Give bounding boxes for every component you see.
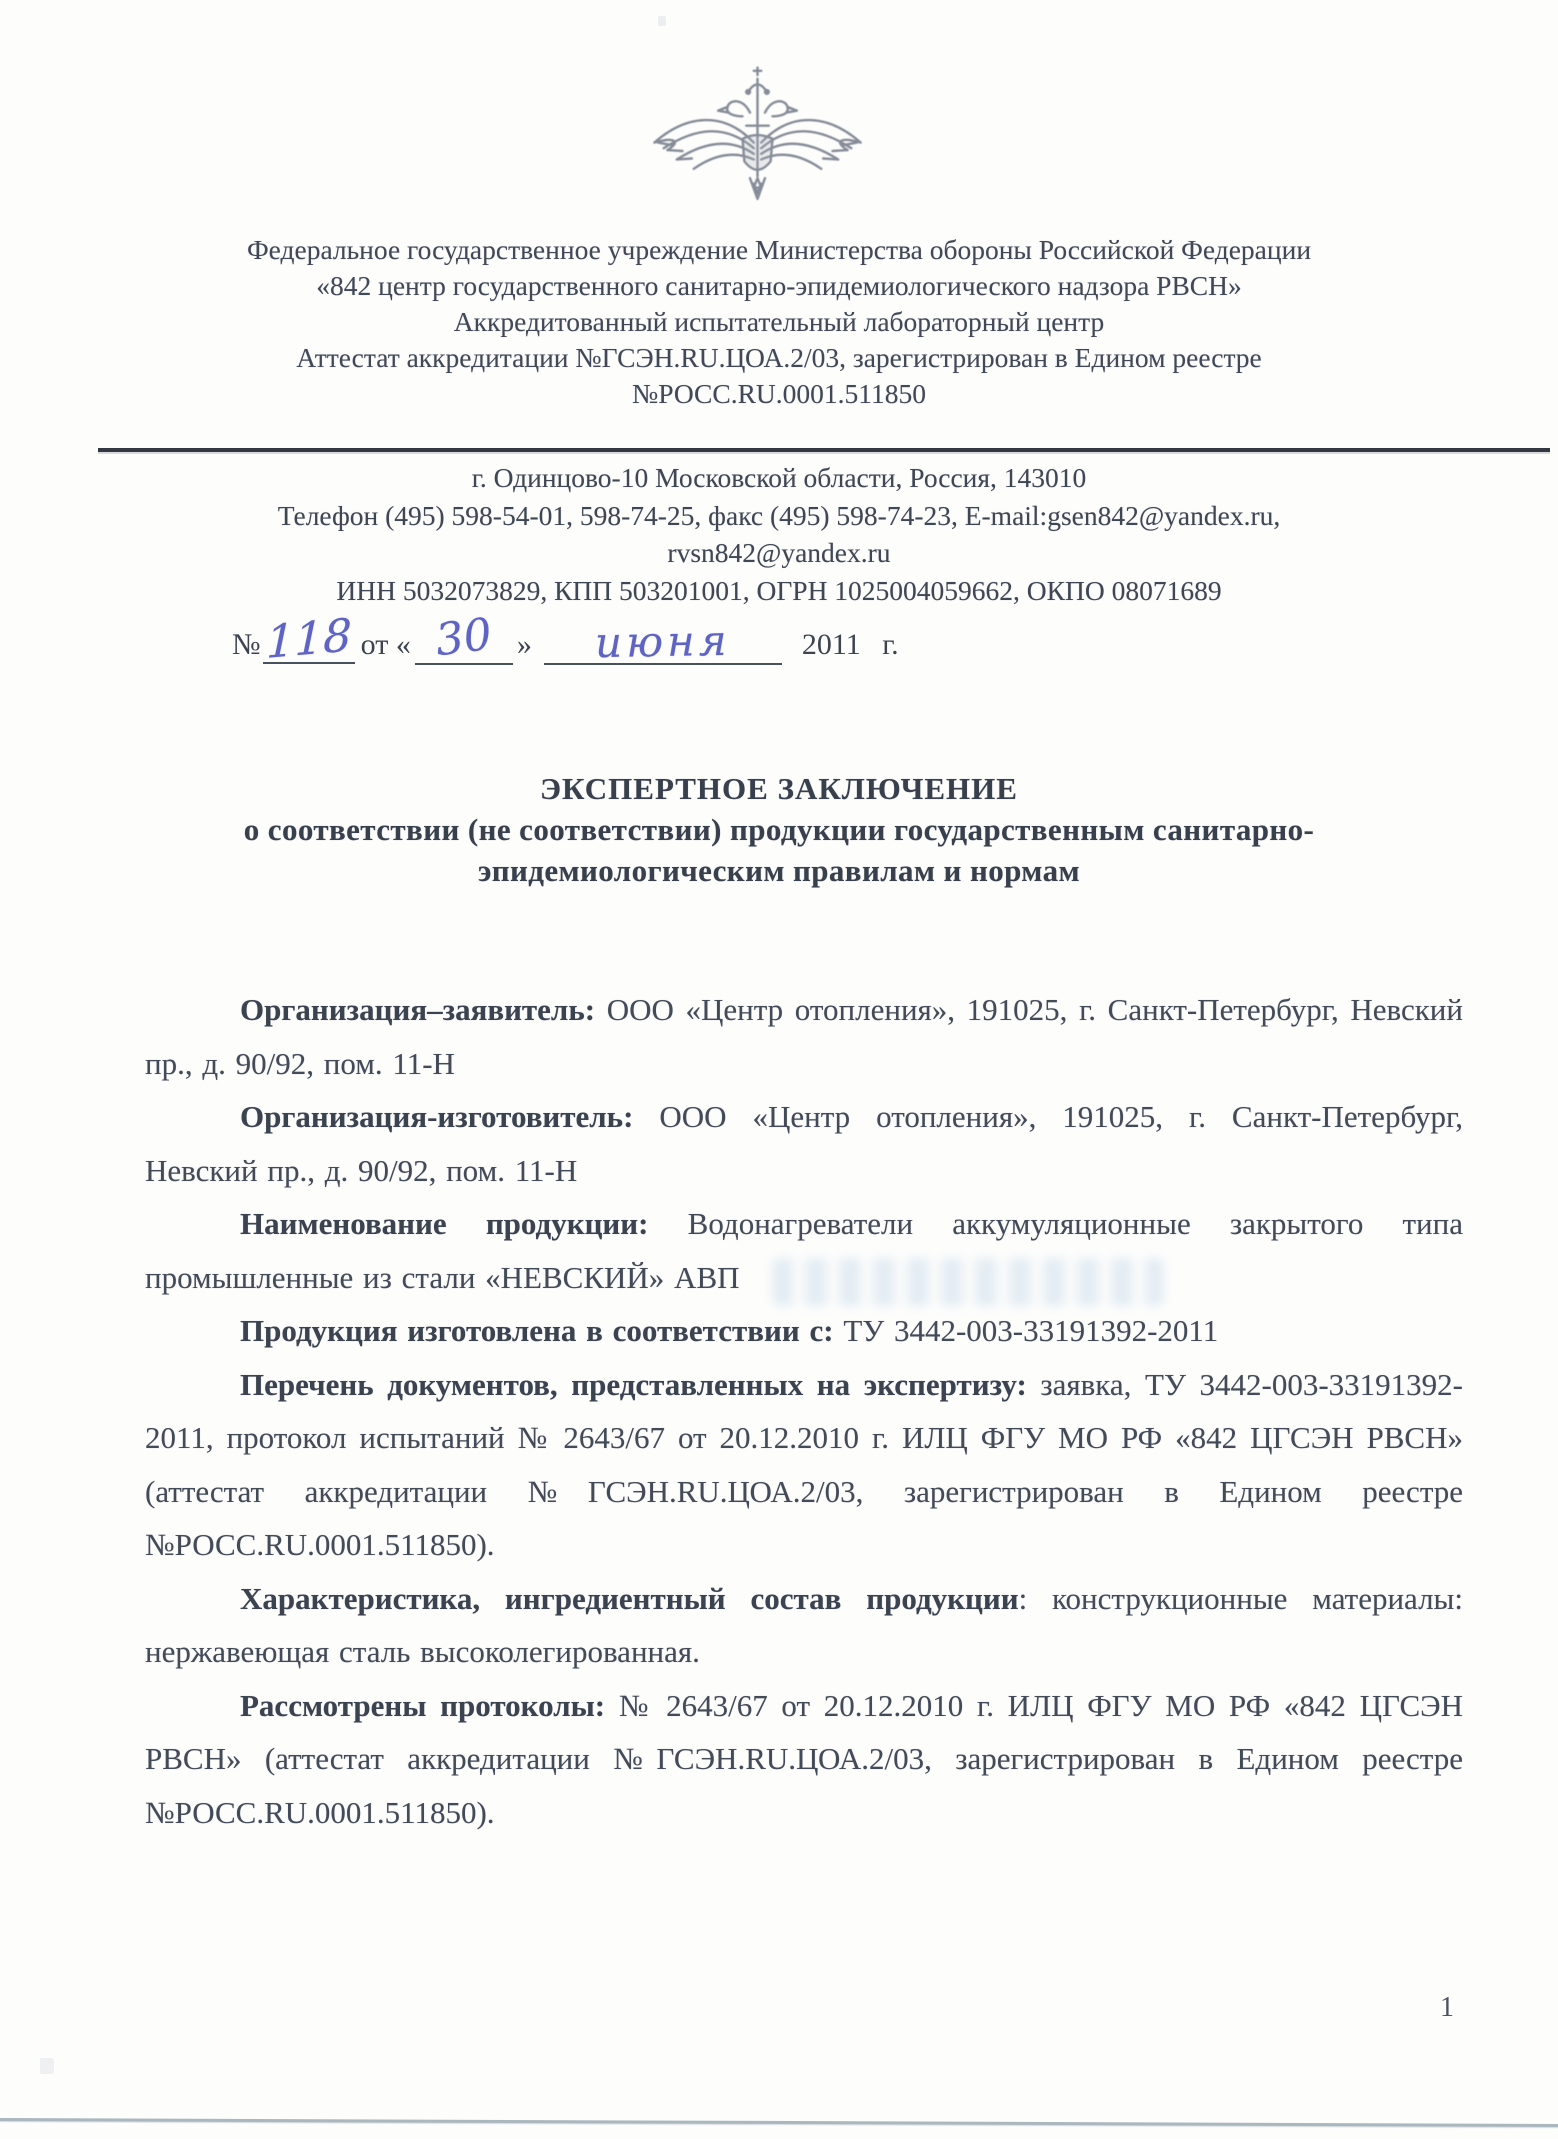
ot-label: от « xyxy=(360,628,411,661)
title-line: ЭКСПЕРТНОЕ ЗАКЛЮЧЕНИЕ xyxy=(540,771,1018,806)
org-line: Федеральное государственное учреждение Министерства обороны Российской Федерации xyxy=(246,234,1312,265)
paragraph-applicant xyxy=(145,983,1463,1090)
document-body xyxy=(145,983,1463,1839)
paragraph-text: : конструкционные материалы: нержавеющая сталь высоколегированная. xyxy=(145,1580,1463,1669)
page-number: 1 xyxy=(1440,1992,1454,2023)
paragraph-text: ООО «Центр отопления», 191025, г. Санкт-Петербург, Невский пр., д. 90/92, пом. 11-Н xyxy=(145,1099,1463,1188)
number-blank xyxy=(263,608,355,669)
scan-speck xyxy=(658,16,666,26)
day-blank xyxy=(415,608,513,667)
paragraph-text: Водонагреватели аккумуляционные закрытого типа промышленные из стали «НЕВСКИЙ» АВП xyxy=(145,1206,1463,1295)
paragraph-text: № 2643/67 от 20.12.2010 г. ИЛЦ ФГУ МО РФ «842 ЦГСЭН РВСН» (аттестат аккредитации №ГСЭН.RU.ЦОА.2/03, зарегистрирован в Едином реестре №РОСС.RU.0001.511850). xyxy=(145,1687,1463,1830)
paragraph-characteristics xyxy=(145,1572,1463,1679)
org-line: №РОСС.RU.0001.511850 xyxy=(631,378,927,409)
paragraph-label: Рассмотрены протоколы: xyxy=(240,1687,606,1723)
letterhead-divider-rule xyxy=(98,448,1550,452)
year-label: 2011 г. xyxy=(801,628,899,661)
handwritten-day: 30 xyxy=(432,608,495,667)
document-title xyxy=(60,768,1498,891)
paragraph-text: ТУ 3442-003-33191392-2011 xyxy=(833,1313,1219,1348)
paragraph-documents-list xyxy=(145,1358,1463,1572)
address-line: Телефон (495) 598-54-01, 598-74-25, факс (495) 598-74-23, E-mail:gsen842@yandex.ru, xyxy=(277,499,1281,531)
ink-bleed-through-smudge xyxy=(772,1258,1164,1306)
org-line: Аттестат аккредитации №ГСЭН.RU.ЦОА.2/03, зарегистрирован в Едином реестре xyxy=(296,342,1262,373)
paragraph-text: заявка, ТУ 3442-003-33191392-2011, протокол испытаний № 2643/67 от 20.12.2010 г. ИЛЦ ФГУ МО РФ «842 ЦГСЭН РВСН» (аттестат аккредитации №ГСЭН.RU.ЦОА.2/03, зарегистрирован в Едином реестре №РОСС.RU.0001.511850). xyxy=(145,1366,1463,1562)
paragraph-label: Перечень документов, представленных на экспертизу: xyxy=(240,1366,1027,1402)
title-line: о соответствии (не соответствии) продукции государственным санитарно- xyxy=(243,812,1315,847)
address-line: rvsn842@yandex.ru xyxy=(667,537,891,568)
paragraph-manufactured-per xyxy=(145,1304,1463,1358)
handwritten-month: июня xyxy=(594,615,732,668)
paragraph-label: Организация-изготовитель: xyxy=(240,1099,634,1134)
paragraph-protocols xyxy=(145,1679,1463,1840)
org-line: Аккредитованный испытательный лабораторный центр xyxy=(453,306,1105,337)
number-symbol: № xyxy=(232,628,261,661)
title-line: эпидемиологическим правилам и нормам xyxy=(477,853,1081,888)
handwritten-number: 118 xyxy=(265,608,352,669)
address-line: г. Одинцово-10 Московской области, Россия, 143010 xyxy=(471,462,1087,493)
scanner-edge-artifact xyxy=(0,2118,1558,2127)
letterhead-org-block xyxy=(60,232,1498,412)
document-number-line xyxy=(232,608,899,669)
paragraph-label: Характеристика, ингредиентный состав продукции xyxy=(240,1580,1019,1616)
scan-speck xyxy=(40,2058,54,2074)
paragraph-label: Наименование продукции: xyxy=(240,1206,649,1241)
paragraph-label: Организация–заявитель: xyxy=(240,992,596,1027)
org-line: «842 центр государственного санитарно-эпидемиологического надзора РВСН» xyxy=(316,270,1242,301)
address-line: ИНН 5032073829, КПП 503201001, ОГРН 1025004059662, ОКПО 08071689 xyxy=(336,574,1222,606)
paragraph-manufacturer xyxy=(145,1090,1463,1197)
double-headed-eagle-icon xyxy=(645,56,870,216)
paragraph-text: ООО «Центр отопления», 191025, г. Санкт-Петербург, Невский пр., д. 90/92, пом. 11-Н xyxy=(145,992,1463,1081)
paragraph-label: Продукция изготовлена в соответствии с: xyxy=(240,1313,834,1348)
quote-close: » xyxy=(516,628,532,661)
month-blank xyxy=(544,615,782,668)
letterhead-address-block xyxy=(60,459,1498,609)
